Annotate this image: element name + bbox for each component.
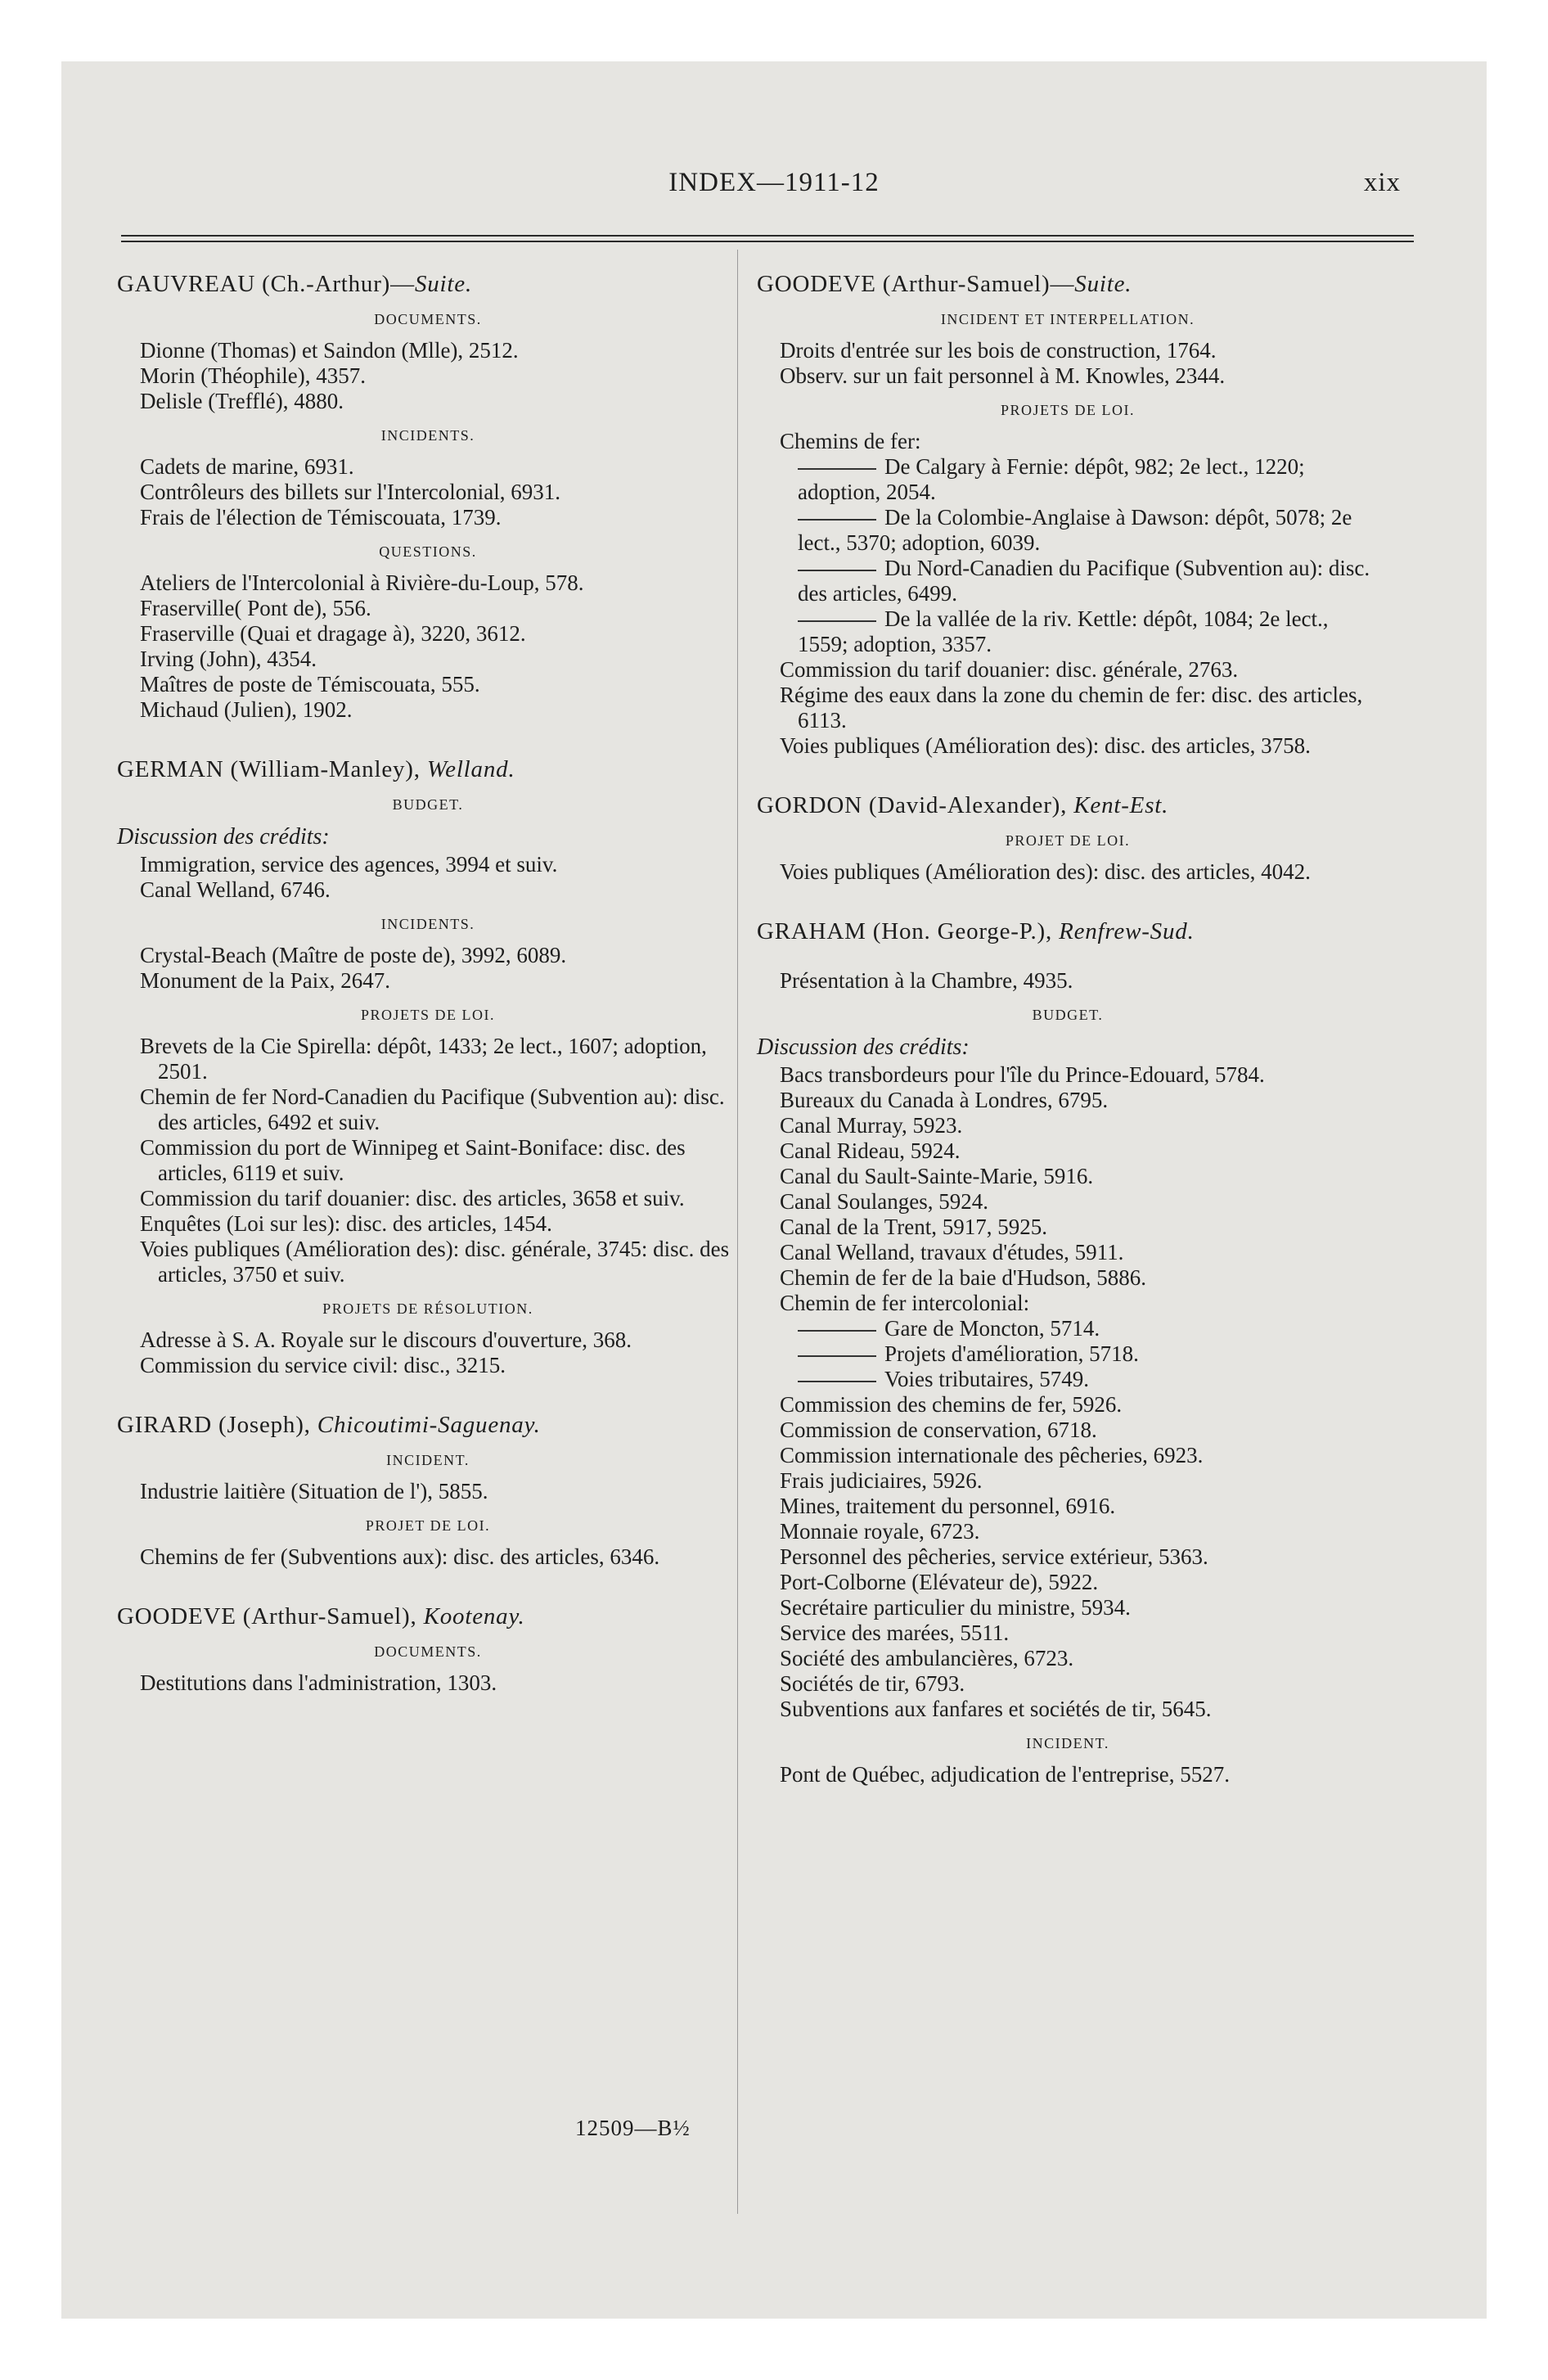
subitem-text: De la Colombie-Anglaise à Dawson: dépôt, 5078; 2e lect., 5370; adoption, 6039.	[798, 505, 1352, 555]
index-item: Frais de l'élection de Témiscouata, 1739.	[140, 505, 502, 530]
member-label: GERMAN (William-Manley),	[117, 756, 421, 782]
index-item: Commission du tarif douanier: disc. des articles, 3658 et suiv.	[140, 1186, 685, 1210]
index-item: Sociétés de tir, 6793.	[780, 1671, 965, 1696]
section-heading: QUESTIONS.	[379, 543, 477, 560]
index-item: Crystal-Beach (Maître de poste de), 3992, 6089.	[140, 943, 567, 967]
member-name	[757, 917, 1379, 945]
index-item: Industrie laitière (Situation de l'), 5855.	[140, 1479, 488, 1503]
member-riding: Kootenay.	[423, 1603, 525, 1629]
dash-rule	[798, 519, 876, 521]
index-item: Ateliers de l'Intercolonial à Rivière-du-Loup, 578.	[140, 570, 584, 595]
member-name	[117, 1411, 739, 1439]
dash-rule	[798, 468, 876, 470]
member-name	[757, 791, 1379, 819]
index-item: Morin (Théophile), 4357.	[140, 363, 366, 388]
index-item: Commission des chemins de fer, 5926.	[780, 1392, 1123, 1417]
section-heading: BUDGET.	[1032, 1007, 1104, 1023]
index-item: Canal de la Trent, 5917, 5925.	[780, 1215, 1047, 1239]
member-riding: Renfrew-Sud.	[1059, 918, 1195, 944]
dash-rule	[798, 1381, 876, 1382]
subheading: Discussion des crédits:	[757, 1034, 970, 1060]
spacer	[117, 1570, 739, 1602]
member-riding: Chicoutimi-Saguenay.	[317, 1412, 541, 1438]
spacer	[117, 1378, 739, 1411]
index-item: Présentation à la Chambre, 4935.	[780, 968, 1073, 993]
section-heading: BUDGET.	[392, 796, 464, 813]
subitem-text: Projets d'amélioration, 5718.	[884, 1341, 1139, 1366]
spacer	[117, 723, 739, 755]
index-item: Bureaux du Canada à Londres, 6795.	[780, 1088, 1109, 1112]
dash-rule	[798, 620, 876, 622]
index-item: Contrôleurs des billets sur l'Intercolonial, 6931.	[140, 480, 561, 504]
subitem-text: De la vallée de la riv. Kettle: dépôt, 1084; 2e lect., 1559; adoption, 3357.	[798, 606, 1329, 656]
index-item: Chemin de fer Nord-Canadien du Pacifique (Subvention au): disc. des articles, 6492 et suiv.	[140, 1084, 725, 1134]
page-header	[61, 168, 1487, 209]
index-item: Commission du tarif douanier: disc. générale, 2763.	[780, 657, 1239, 682]
spacer	[757, 885, 1379, 917]
section-heading: INCIDENTS.	[380, 916, 475, 932]
entry-gordon	[757, 791, 1379, 885]
index-item: Voies publiques (Amélioration des): disc. des articles, 4042.	[780, 859, 1311, 884]
index-subitem	[757, 1367, 1379, 1392]
member-label: GORDON (David-Alexander),	[757, 792, 1068, 818]
header-rule-bottom	[121, 241, 1414, 242]
scanned-page	[61, 61, 1487, 2319]
header-rule-top	[121, 235, 1414, 237]
index-item: Michaud (Julien), 1902.	[140, 697, 353, 722]
index-item: Dionne (Thomas) et Saindon (Mlle), 2512.	[140, 338, 519, 363]
section-heading: DOCUMENTS.	[374, 1643, 482, 1660]
index-item: Irving (John), 4354.	[140, 647, 317, 671]
index-item: Canal Murray, 5923.	[780, 1113, 963, 1138]
dash-rule	[798, 1355, 876, 1357]
member-riding: Suite.	[1074, 271, 1132, 297]
subitem-text: De Calgary à Fernie: dépôt, 982; 2e lect., 1220; adoption, 2054.	[798, 454, 1305, 504]
section-heading: PROJETS DE RÉSOLUTION.	[322, 1300, 533, 1317]
section-heading: PROJET DE LOI.	[1005, 832, 1131, 849]
member-label: GOODEVE (Arthur-Samuel),	[117, 1603, 417, 1629]
index-item: Canal Rideau, 5924.	[780, 1138, 961, 1163]
index-item: Port-Colborne (Elévateur de), 5922.	[780, 1570, 1099, 1594]
index-item: Voies publiques (Amélioration des): disc. des articles, 3758.	[780, 733, 1311, 758]
index-subitem	[757, 556, 1379, 606]
index-item: Enquêtes (Loi sur les): disc. des articles, 1454.	[140, 1211, 552, 1236]
entry-goodeve	[117, 1602, 739, 1696]
index-item: Observ. sur un fait personnel à M. Knowles, 2344.	[780, 363, 1226, 388]
index-item: Commission du port de Winnipeg et Saint-Boniface: disc. des articles, 6119 et suiv.	[140, 1135, 686, 1185]
section-heading: INCIDENT.	[386, 1452, 470, 1468]
index-item: Voies publiques (Amélioration des): disc. générale, 3745: disc. des articles, 3750 et suiv.	[140, 1237, 730, 1287]
index-item: Frais judiciaires, 5926.	[780, 1468, 983, 1493]
index-item: Canal Welland, 6746.	[140, 877, 331, 902]
member-name	[757, 270, 1379, 298]
index-item: Adresse à S. A. Royale sur le discours d'ouverture, 368.	[140, 1327, 632, 1352]
subitem-text: Gare de Moncton, 5714.	[884, 1316, 1100, 1341]
member-riding: Suite.	[414, 271, 472, 297]
left-column	[117, 270, 739, 1696]
spacer	[757, 957, 1379, 968]
footer-signature-code: 12509—B½	[575, 2116, 691, 2140]
index-item: Delisle (Trefflé), 4880.	[140, 389, 344, 413]
index-item: Canal Soulanges, 5924.	[780, 1189, 988, 1214]
subheading: Discussion des crédits:	[117, 824, 330, 850]
member-label: GIRARD (Joseph),	[117, 1412, 311, 1438]
index-item: Fraserville( Pont de), 556.	[140, 596, 371, 620]
index-item: Bacs transbordeurs pour l'île du Prince-Edouard, 5784.	[780, 1062, 1265, 1087]
index-item: Monument de la Paix, 2647.	[140, 968, 390, 993]
section-heading: PROJETS DE LOI.	[360, 1007, 495, 1023]
index-item: Personnel des pêcheries, service extérieur, 5363.	[780, 1544, 1208, 1569]
member-label: GAUVREAU (Ch.-Arthur)—	[117, 271, 415, 297]
index-item: Canal Welland, travaux d'études, 5911.	[780, 1240, 1124, 1264]
index-item: Cadets de marine, 6931.	[140, 454, 354, 479]
section-heading: PROJET DE LOI.	[365, 1517, 491, 1534]
section-heading: INCIDENTS.	[380, 427, 475, 444]
index-item: Société des ambulancières, 6723.	[780, 1646, 1074, 1670]
index-item: Secrétaire particulier du ministre, 5934.	[780, 1595, 1131, 1620]
subitem-text: Du Nord-Canadien du Pacifique (Subvention au): disc. des articles, 6499.	[798, 556, 1370, 606]
section-heading: INCIDENT ET INTERPELLATION.	[940, 311, 1195, 327]
member-label: GRAHAM (Hon. George-P.),	[757, 918, 1052, 944]
page-number: xix	[1363, 168, 1401, 197]
index-item: Brevets de la Cie Spirella: dépôt, 1433; 2e lect., 1607; adoption, 2501.	[140, 1034, 707, 1084]
index-item: Destitutions dans l'administration, 1303.	[140, 1670, 497, 1695]
section-heading: DOCUMENTS.	[374, 311, 482, 327]
entry-gauvreau	[117, 270, 739, 723]
index-subitem	[757, 606, 1379, 657]
index-item: Pont de Québec, adjudication de l'entreprise, 5527.	[780, 1762, 1230, 1787]
dash-rule	[798, 570, 876, 571]
index-item: Commission internationale des pêcheries, 6923.	[780, 1443, 1204, 1467]
member-label: GOODEVE (Arthur-Samuel)—	[757, 271, 1075, 297]
member-name	[117, 755, 739, 783]
index-item: Commission du service civil: disc., 3215.	[140, 1353, 506, 1377]
subitem-text: Voies tributaires, 5749.	[884, 1367, 1089, 1391]
index-item: Fraserville (Quai et dragage à), 3220, 3612.	[140, 621, 526, 646]
entry-graham	[757, 917, 1379, 1787]
index-item: Chemins de fer:	[780, 429, 921, 453]
index-item: Immigration, service des agences, 3994 et suiv.	[140, 852, 558, 877]
index-item: Mines, traitement du personnel, 6916.	[780, 1494, 1116, 1518]
right-column	[757, 270, 1379, 1787]
index-item: Régime des eaux dans la zone du chemin de fer: disc. des articles, 6113.	[780, 683, 1363, 732]
section-heading: PROJETS DE LOI.	[1000, 402, 1135, 418]
index-item: Commission de conservation, 6718.	[780, 1418, 1097, 1442]
index-subitem	[757, 1316, 1379, 1341]
index-item: Maîtres de poste de Témiscouata, 555.	[140, 672, 480, 696]
section-heading: INCIDENT.	[1026, 1735, 1109, 1751]
page-title: INDEX—1911-12	[668, 168, 880, 197]
index-item: Monnaie royale, 6723.	[780, 1519, 980, 1544]
index-item: Chemin de fer intercolonial:	[780, 1291, 1030, 1315]
index-item: Chemin de fer de la baie d'Hudson, 5886.	[780, 1265, 1147, 1290]
index-item: Chemins de fer (Subventions aux): disc. des articles, 6346.	[140, 1544, 660, 1569]
index-subitem	[757, 1341, 1379, 1367]
member-riding: Welland.	[426, 756, 515, 782]
entry-goodeve-suite	[757, 270, 1379, 759]
spacer	[757, 759, 1379, 791]
member-riding: Kent-Est.	[1073, 792, 1169, 818]
index-subitem	[757, 454, 1379, 505]
index-item: Canal du Sault-Sainte-Marie, 5916.	[780, 1164, 1094, 1188]
member-name	[117, 1602, 739, 1630]
entry-girard	[117, 1411, 739, 1570]
index-subitem	[757, 505, 1379, 556]
member-name	[117, 270, 739, 298]
index-item: Service des marées, 5511.	[780, 1620, 1010, 1645]
index-item: Subventions aux fanfares et sociétés de tir, 5645.	[780, 1697, 1212, 1721]
entry-german	[117, 755, 739, 1378]
index-item: Droits d'entrée sur les bois de construction, 1764.	[780, 338, 1217, 363]
dash-rule	[798, 1330, 876, 1332]
